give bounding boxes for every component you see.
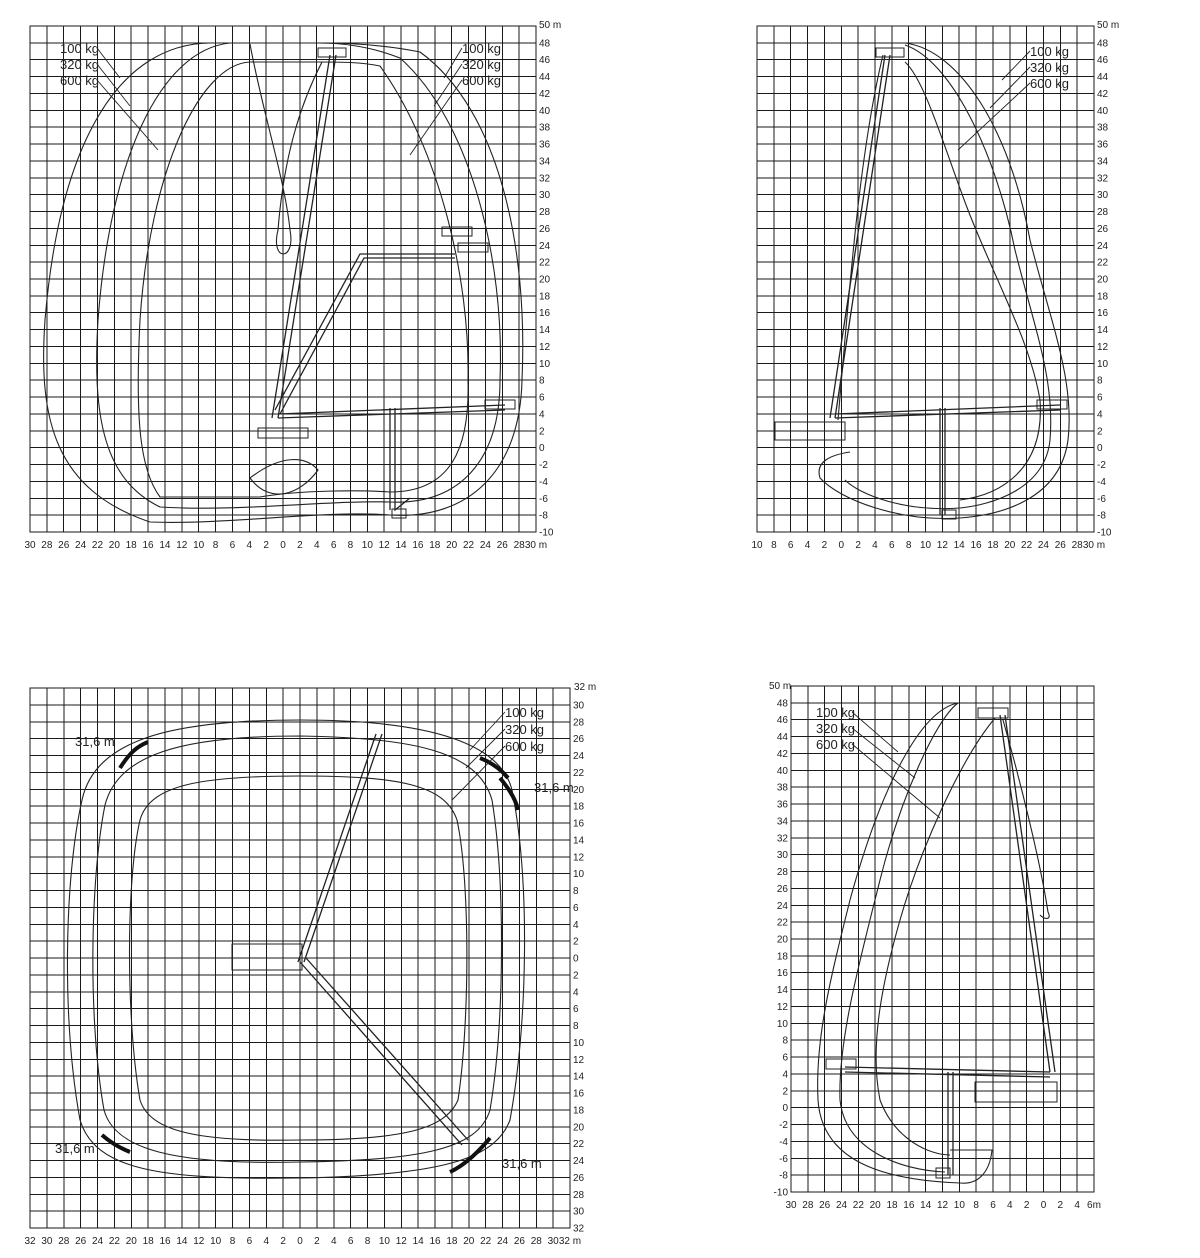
x-tick-label: 22 [480,1236,492,1247]
x-tick-label: 10 [210,1236,222,1247]
x-tick-label: 30 [547,1236,559,1247]
y-tick-label: 20 [573,1122,585,1134]
y-tick-label: 46 [539,55,551,67]
x-tick-label: 6 [889,540,895,551]
y-tick-label: 14 [539,325,551,337]
truck-4 [975,1082,1057,1102]
x-tick-label: 22 [108,1236,120,1247]
y-tick-label: 26 [539,223,551,235]
x-tick-label: 28 [41,540,53,551]
y-tick-label: 48 [776,698,788,710]
y-tick-label: 4 [539,409,545,421]
x-tick-label: 18 [886,1200,898,1211]
y-tick-label: 46 [776,715,788,727]
y-tick-label: 38 [539,122,551,134]
y-tick-label: -10 [1097,527,1112,539]
y-tick-label: 22 [573,767,585,779]
reach-label-r: 31,6 m [534,780,574,795]
load-label-right-320: 320 kg [462,57,502,72]
y-tick-label: 12 [539,341,551,353]
y-unit-label-4: 50 m [769,681,792,692]
x-tick-label: 14 [953,540,965,551]
diagram-side-view-left [769,681,1101,1211]
y-tick-label: 30 [573,700,585,712]
x-tick-label: 4 [804,540,811,551]
y-tick-label: 12 [776,1001,788,1013]
y-tick-label: 26 [573,734,585,746]
boom-down-4 [948,1072,953,1175]
y-tick-label: 28 [539,207,551,219]
x-tick-label: 28 [802,1200,814,1211]
x-tick-label: 4 [313,540,320,551]
load-label-4-320: 320 kg [816,721,856,736]
y-tick-label: 10 [1097,358,1109,370]
y-tick-label: 20 [1097,274,1109,286]
x-tick-label: 12 [193,1236,205,1247]
x-tick-label: 12 [936,1200,949,1211]
y-tick-label: 32 [539,173,551,185]
y-tick-label: 36 [776,799,788,811]
x-tick-label: 22 [462,540,475,551]
x-tick-label: 24 [75,540,87,551]
x-tick-label: 6 [246,1236,253,1247]
basket-top-1 [318,48,346,57]
y-tick-label: 38 [776,782,788,794]
x-tick-label: 28 [1071,540,1083,551]
x-tick-label: 22 [852,1200,864,1211]
x-tick-label: 18 [142,1236,154,1247]
load-label-4-600: 600 kg [816,737,856,752]
x-tick-label: 32 [24,1236,36,1247]
x-tick-label: 30 [41,1236,53,1247]
boom-up-3 [298,734,382,962]
y-tick-label: -2 [779,1120,788,1132]
y-tick-label: 24 [1097,240,1109,252]
x-ticks-4 [785,1200,1101,1211]
y-tick-label: 28 [573,717,585,729]
y-tick-label: 10 [776,1018,788,1030]
load-label-left-100: 100 kg [60,41,100,56]
y-tick-label: 20 [776,934,788,946]
x-tick-label: 6m [1087,1200,1101,1211]
basket-right-2 [1037,400,1067,409]
y-tick-label: 14 [573,835,585,847]
y-tick-label: 8 [1097,375,1103,387]
x-tick-label: 32 m [558,1236,582,1247]
load-label-right-100: 100 kg [462,41,502,56]
x-tick-label: 22 [1021,540,1033,551]
y-tick-label: 32 [776,833,788,845]
y-tick-label: 10 [573,1037,585,1049]
x-tick-label: 24 [479,540,491,551]
basket-low-1 [392,509,406,518]
y-tick-label: -6 [1097,493,1106,505]
y-tick-label: 14 [776,985,788,997]
y-tick-label: -10 [539,527,554,539]
y-tick-label: 40 [1097,105,1109,117]
x-tick-label: 26 [496,540,508,551]
envelope-100kg-4 [818,703,992,1183]
x-tick-label: 16 [412,540,424,551]
y-tick-label: 24 [573,751,585,762]
y-tick-label: 24 [573,1156,585,1167]
x-tick-label: 16 [429,1236,441,1247]
envelope-100kg-2 [819,43,1069,518]
x-tick-label: 10 [361,540,373,551]
x-tick-label: 16 [970,540,982,551]
y-tick-label: 14 [573,1071,585,1083]
y-tick-label: 18 [573,801,585,813]
x-tick-label: 6 [787,540,794,551]
x-tick-label: 18 [446,1236,458,1247]
x-tick-label: 0 [1040,1200,1047,1211]
y-tick-label: 4 [1097,409,1103,421]
x-tick-label: 8 [347,540,354,551]
y-tick-label: 26 [573,1172,585,1184]
x-tick-label: 8 [364,1236,371,1247]
y-tick-label: 38 [1097,122,1109,134]
x-tick-label: 18 [429,540,441,551]
load-label-2-100: 100 kg [1030,44,1070,59]
y-tick-label: 34 [539,156,551,168]
y-tick-label: 6 [573,1004,579,1016]
y-tick-label: 6 [1097,392,1103,404]
x-ticks-2 [751,540,1105,551]
y-tick-label: 16 [573,818,585,830]
x-tick-label: 2 [855,540,861,551]
y-ticks-3 [573,700,585,1234]
x-tick-label: 4 [1007,1200,1013,1211]
y-tick-label: 16 [539,308,551,320]
x-tick-label: 8 [905,540,912,551]
x-tick-label: 26 [75,1236,87,1247]
y-tick-label: -8 [779,1170,788,1182]
x-tick-label: 22 [91,540,104,551]
x-tick-label: 8 [973,1200,979,1211]
y-tick-label: -2 [1097,460,1106,472]
y-tick-label: 12 [573,852,585,864]
y-tick-label: 24 [539,240,551,252]
y-tick-label: 46 [1097,55,1109,67]
x-tick-label: 2 [297,540,303,551]
y-tick-label: 6 [573,902,579,914]
load-arrows-2 [958,51,1030,150]
y-tick-label: -4 [1097,476,1106,488]
x-tick-label: 26 [58,540,70,551]
reach-label-br: 31,6 m [502,1156,542,1171]
x-tick-label: 10 [953,1200,965,1211]
y-tick-label: 34 [1097,156,1109,168]
basket-right-1 [485,400,515,409]
load-label-2-600: 600 kg [1030,76,1070,91]
y-tick-label: -4 [539,476,548,488]
x-tick-label: 2 [263,540,269,551]
y-tick-label: 16 [573,1088,585,1100]
y-tick-label: 14 [1097,325,1109,337]
x-tick-label: 20 [446,540,458,551]
load-label-left-320: 320 kg [60,57,100,72]
x-tick-label: 8 [771,540,777,551]
y-tick-label: 30 [539,190,551,202]
y-tick-label: 42 [1097,88,1109,100]
y-tick-label: 8 [782,1035,788,1047]
grid-4 [791,686,1094,1192]
y-tick-label: 30 [573,1206,585,1218]
x-tick-label: 10 [751,540,763,551]
x-tick-label: 4 [1074,1200,1080,1211]
x-tick-label: 2 [821,540,828,551]
y-tick-label: 44 [539,72,551,84]
y-tick-label: 24 [776,900,788,912]
x-tick-label: 26 [513,1236,525,1247]
y-tick-label: 26 [1097,223,1109,235]
x-tick-label: 24 [91,1236,104,1247]
y-tick-label: 8 [573,886,579,897]
y-tick-label: 40 [776,765,788,777]
x-tick-label: 14 [395,540,407,551]
x-tick-label: 10 [378,1236,390,1247]
x-tick-label: 10 [193,540,205,551]
load-label-left-600: 600 kg [60,73,100,88]
x-tick-label: 20 [1004,540,1016,551]
y-ticks-4 [774,698,789,1198]
x-tick-label: 14 [159,540,171,551]
x-tick-label: 26 [1054,540,1066,551]
x-tick-label: 18 [987,540,999,551]
y-tick-label: 18 [539,291,551,303]
x-tick-label: 26 [819,1200,831,1211]
y-tick-label: 26 [776,883,788,895]
x-tick-label: 20 [869,1200,881,1211]
y-tick-label: 22 [573,1139,585,1151]
y-tick-label: 22 [1097,257,1109,269]
y-tick-label: 2 [573,936,579,948]
y-tick-label: 2 [1097,426,1103,438]
x-tick-label: 6 [229,540,236,551]
x-tick-label: 18 [125,540,137,551]
x-tick-label: 10 [919,540,932,551]
diagram-top-view [24,682,596,1247]
truck-3 [232,944,302,970]
load-label-3-600: 600 kg [505,739,545,754]
y-ticks-2 [1097,38,1112,538]
x-tick-label: 4 [872,540,878,551]
x-tick-label: 2 [314,1236,320,1247]
basket-mid2-1 [458,243,488,252]
envelope-inner-drop-1 [250,44,322,254]
y-tick-label: 0 [1097,443,1103,455]
y-tick-label: 42 [776,748,788,760]
load-arrows-left-1 [97,48,158,150]
x-tick-label: 14 [176,1236,188,1247]
x-tick-label: 30 m [524,540,548,551]
y-unit-label-2: 50 m [1097,20,1120,31]
x-tick-label: 20 [108,540,120,551]
y-tick-label: 42 [539,88,551,100]
y-tick-label: 32 [573,1223,585,1235]
load-arrows-4 [852,712,940,818]
y-tick-label: 44 [1097,72,1109,84]
y-tick-label: 28 [573,1189,585,1201]
boom-upper-1 [275,254,455,414]
y-tick-label: 18 [776,951,788,963]
reach-label-bl: 31,6 m [55,1141,95,1156]
y-tick-label: 34 [776,816,788,828]
y-tick-label: 28 [1097,207,1109,219]
x-tick-label: 30 [24,540,36,551]
y-tick-label: 40 [539,105,551,117]
y-tick-label: 2 [782,1086,788,1098]
x-tick-label: 2 [1023,1200,1030,1211]
y-tick-label: 48 [1097,38,1109,50]
x-tick-label: 4 [263,1236,270,1247]
y-tick-label: 48 [539,38,551,50]
x-tick-label: 4 [246,540,253,551]
y-tick-label: 16 [1097,308,1109,320]
y-tick-label: 32 [1097,173,1109,185]
x-tick-label: 6 [347,1236,354,1247]
y-tick-label: 2 [573,970,579,982]
y-tick-label: 6 [782,1052,788,1064]
x-tick-label: 16 [142,540,154,551]
load-label-3-100: 100 kg [505,705,545,720]
x-tick-label: 8 [212,540,219,551]
y-tick-label: -8 [1097,510,1106,522]
y-tick-label: 18 [573,1105,585,1117]
y-tick-label: -6 [779,1153,788,1165]
y-tick-label: 18 [1097,291,1109,303]
x-tick-label: 30 m [1082,540,1106,551]
x-tick-label: 12 [936,540,948,551]
x-tick-label: 4 [330,1236,337,1247]
basket-low-2 [942,510,956,519]
x-tick-label: 2 [280,1236,286,1247]
y-tick-label: 8 [573,1021,579,1032]
y-tick-label: -2 [539,460,548,472]
boom-horizontal-1 [278,405,505,418]
x-tick-label: 12 [378,540,390,551]
y-tick-label: 0 [539,443,545,455]
boom-down-1 [390,408,410,510]
x-tick-label: 0 [838,540,845,551]
y-tick-label: 4 [782,1069,788,1081]
grid-2 [757,26,1094,532]
y-ticks-1 [539,38,554,538]
x-tick-label: 6 [990,1200,996,1211]
y-tick-label: 12 [573,1054,585,1066]
x-tick-label: 28 [58,1236,70,1247]
y-unit-label-3: 32 m [574,682,597,693]
y-tick-label: 22 [776,917,788,929]
x-tick-label: 12 [395,1236,407,1247]
envelope-320kg-4 [840,703,958,1172]
y-tick-label: 16 [776,968,788,980]
y-tick-label: 12 [1097,341,1109,353]
x-tick-label: 14 [920,1200,932,1211]
envelope-600kg-4 [876,718,995,1155]
boom-vertical-4 [1000,715,1055,1072]
y-tick-label: 28 [776,867,788,879]
y-tick-label: 4 [573,987,579,999]
y-tick-label: 0 [782,1103,788,1115]
diagram-side-view-full [24,20,561,551]
y-tick-label: 2 [539,426,545,438]
x-tick-label: 30 [785,1200,797,1211]
y-tick-label: 20 [539,274,551,286]
y-tick-label: 30 [1097,190,1109,202]
x-tick-label: 16 [159,1236,171,1247]
x-tick-label: 20 [463,1236,475,1247]
x-tick-label: 2 [1057,1200,1064,1211]
x-tick-label: 20 [125,1236,137,1247]
y-tick-label: 36 [539,139,551,151]
x-tick-label: 16 [903,1200,915,1211]
x-tick-label: 14 [412,1236,424,1247]
y-tick-label: 10 [539,358,551,370]
y-unit-label-1: 50 m [539,20,562,31]
x-tick-label: 0 [297,1236,303,1247]
x-ticks-3 [24,1236,581,1247]
y-tick-label: 0 [573,953,579,965]
y-tick-label: 6 [539,392,545,404]
x-tick-label: 12 [176,540,188,551]
x-tick-label: 24 [496,1236,509,1247]
y-tick-label: 20 [573,784,585,796]
y-tick-label: -6 [539,493,548,505]
x-tick-label: 28 [530,1236,542,1247]
y-tick-label: 30 [776,850,788,862]
diagram-side-view-right [751,20,1119,551]
y-tick-label: 4 [573,919,579,931]
y-tick-label: 10 [573,869,585,881]
y-tick-label: -10 [773,1187,788,1199]
x-tick-label: 24 [835,1200,848,1211]
load-label-4-100: 100 kg [816,705,856,720]
y-tick-label: 8 [539,375,545,387]
y-tick-label: -4 [779,1136,788,1148]
load-label-3-320: 320 kg [505,722,545,737]
x-tick-label: 28 [513,540,525,551]
y-tick-label: 36 [1097,139,1109,151]
x-tick-label: 24 [1037,540,1050,551]
load-label-2-320: 320 kg [1030,60,1070,75]
x-tick-label: 6 [330,540,337,551]
x-tick-label: 8 [229,1236,236,1247]
y-tick-label: -8 [539,510,548,522]
reach-label-tl: 31,6 m [75,734,115,749]
load-label-right-600: 600 kg [462,73,502,88]
y-tick-label: 22 [539,257,551,269]
x-ticks-1 [24,540,547,551]
y-tick-label: 44 [776,732,788,744]
x-tick-label: 0 [280,540,286,551]
